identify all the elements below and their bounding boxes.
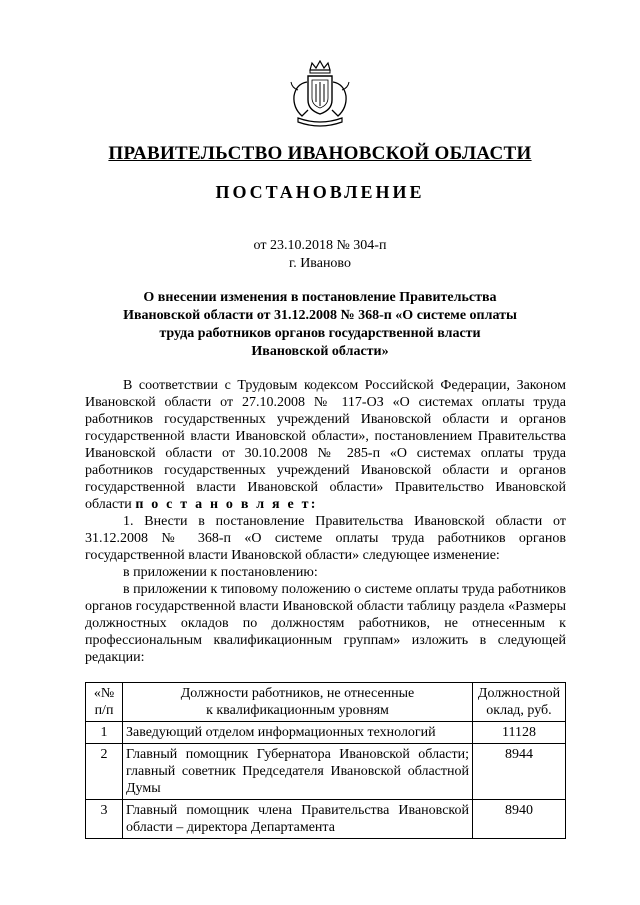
row-salary: 11128 xyxy=(473,722,566,744)
header-number xyxy=(86,683,123,722)
document-city: г. Иваново xyxy=(289,256,351,271)
header-salary-line: оклад, руб. xyxy=(486,703,552,718)
document-body xyxy=(85,377,566,666)
row-number: 3 xyxy=(86,800,123,839)
subject-line: О внесении изменения в постановление Правительства xyxy=(143,290,497,305)
table-row xyxy=(86,800,566,839)
item-2-paragraph: в приложении к постановлению: xyxy=(123,565,318,580)
row-position: Главный помощник Губернатора Ивановской области; главный советник Председателя Ивановской областной Думы xyxy=(123,744,473,800)
subject-line: Ивановской области от 31.12.2008 № 368-п «О системе оплаты xyxy=(123,308,517,323)
document-date-number: от 23.10.2018 № 304-п xyxy=(253,238,387,253)
row-number: 2 xyxy=(86,744,123,800)
row-position: Заведующий отделом информационных технологий xyxy=(123,722,473,744)
coat-of-arms-emblem xyxy=(288,60,352,130)
header-salary xyxy=(473,683,566,722)
table-header-row xyxy=(86,683,566,722)
header-number-line: п/п xyxy=(94,703,114,718)
preamble-text: В соответствии с Трудовым кодексом Российской Федерации, Законом Ивановской области от 27.10.2008 № 117-ОЗ «О системах оплаты труда работников государственных учреждений Ивановской области и органов государственной власти Ивановской области», постановлением Правительства Ивановской области от 30.10.2008 № 285-п «О системах оплаты труда работников государственных учреждений Ивановской области и органов государственной власти Ивановской области» Правительство Ивановской области xyxy=(85,378,566,512)
table-row xyxy=(86,722,566,744)
document-type: ПОСТАНОВЛЕНИЕ xyxy=(215,182,425,202)
header-number-line: «№ xyxy=(93,686,115,701)
item-1-paragraph: 1. Внести в постановление Правительства Ивановской области от 31.12.2008 № 368-п «О системе оплаты труда работников органов государственной власти Ивановской области» следующее изменение: xyxy=(85,514,566,563)
header-position-line: Должности работников, не отнесенные xyxy=(180,686,415,701)
subject-line: труда работников органов государственной власти xyxy=(159,326,481,341)
table-row xyxy=(86,744,566,800)
header-position-line: к квалификационным уровням xyxy=(206,703,389,718)
header-salary-line: Должностной xyxy=(477,686,561,701)
header-position xyxy=(123,683,473,722)
row-salary: 8940 xyxy=(473,800,566,839)
salary-table xyxy=(85,682,566,839)
item-3-paragraph: в приложении к типовому положению о системе оплаты труда работников органов государственной власти Ивановской области таблицу раздела «Размеры должностных окладов по должностям работников, не отнесенным к профессиональным квалификационным группам» изложить в следующей редакции: xyxy=(85,582,566,665)
preamble-paragraph xyxy=(85,377,566,513)
row-position: Главный помощник члена Правительства Ивановской области – директора Департамента xyxy=(123,800,473,839)
government-title: ПРАВИТЕЛЬСТВО ИВАНОВСКОЙ ОБЛАСТИ xyxy=(108,143,532,164)
document-subject xyxy=(100,289,540,361)
subject-line: Ивановской области» xyxy=(251,344,389,359)
resolves-word: п о с т а н о в л я е т: xyxy=(135,497,318,512)
row-salary: 8944 xyxy=(473,744,566,800)
row-number: 1 xyxy=(86,722,123,744)
